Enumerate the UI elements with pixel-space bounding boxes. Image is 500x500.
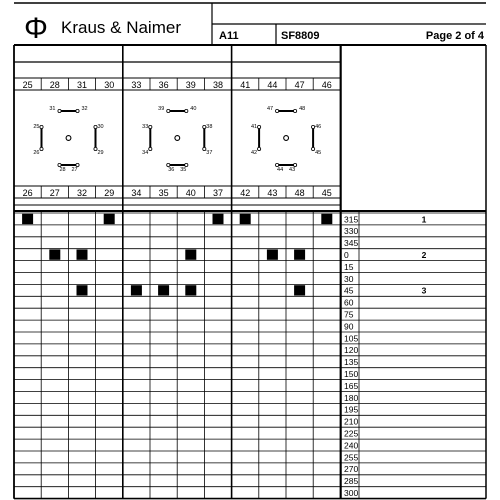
top-terminal-number: 47 xyxy=(294,80,305,90)
rotor-circle xyxy=(175,136,180,141)
angle-label: 15 xyxy=(344,261,354,272)
bottom-terminal-number: 26 xyxy=(22,188,33,198)
contact-group-diagram xyxy=(142,106,212,173)
angle-label: 150 xyxy=(344,369,359,379)
angle-label: 165 xyxy=(344,380,359,391)
contact-label: 39 xyxy=(158,106,165,112)
bottom-terminal-number: 43 xyxy=(267,188,278,198)
top-terminal-number: 38 xyxy=(212,80,224,90)
closed-contact-mark xyxy=(104,214,115,224)
angle-label: 45 xyxy=(344,285,354,296)
position-label: 1 xyxy=(421,214,427,225)
contact-label: 32 xyxy=(81,106,88,112)
terminal-dot xyxy=(149,125,152,128)
closed-contact-mark xyxy=(321,214,332,224)
angle-label: 60 xyxy=(344,297,354,308)
contact-group-diagram xyxy=(251,106,321,173)
contact-label: 47 xyxy=(266,106,274,112)
contact-label: 45 xyxy=(315,150,322,156)
contact-label: 31 xyxy=(49,106,56,112)
contact-label: 44 xyxy=(277,167,284,173)
contact-label: 35 xyxy=(180,167,187,173)
terminal-dot xyxy=(276,109,279,112)
angle-label: 285 xyxy=(344,476,359,487)
closed-contact-mark xyxy=(77,250,88,260)
contact-label: 48 xyxy=(299,106,306,112)
angle-label: 345 xyxy=(344,238,359,249)
contact-label: 40 xyxy=(190,106,197,112)
terminal-dot xyxy=(185,109,188,112)
contact-label: 43 xyxy=(289,167,296,173)
angle-label: 0 xyxy=(344,250,349,260)
top-terminal-number: 41 xyxy=(240,80,251,90)
angle-label: 255 xyxy=(344,452,359,463)
contact-label: 26 xyxy=(33,150,40,156)
bottom-terminal-number: 27 xyxy=(49,188,60,198)
top-terminal-number: 46 xyxy=(321,80,332,90)
bottom-terminal-number: 42 xyxy=(240,188,251,198)
bottom-terminal-number: 40 xyxy=(185,188,196,198)
angle-label: 210 xyxy=(344,416,359,427)
header xyxy=(24,12,485,45)
angle-column xyxy=(344,214,358,498)
contact-label: 37 xyxy=(206,150,213,156)
bottom-terminal-number: 48 xyxy=(294,188,305,198)
top-terminal-number: 30 xyxy=(104,80,115,90)
angle-label: 270 xyxy=(344,464,359,475)
contact-label: 42 xyxy=(250,150,258,156)
position-label: 3 xyxy=(421,285,427,296)
bottom-terminal-number: 29 xyxy=(104,188,115,198)
contact-label: 29 xyxy=(97,150,104,156)
angle-label: 315 xyxy=(344,214,359,225)
kraus-naimer-logo-icon: Φ xyxy=(24,12,48,45)
closed-contact-mark xyxy=(185,285,196,295)
part-number: SF8809 xyxy=(281,30,320,42)
top-terminal-number: 36 xyxy=(158,80,169,90)
top-terminal-number: 44 xyxy=(267,80,278,90)
closed-contact-mark xyxy=(22,214,33,224)
bottom-terminal-number: 45 xyxy=(321,188,332,198)
terminal-dot xyxy=(40,147,43,150)
terminal-dot xyxy=(258,147,261,150)
terminal-dot xyxy=(258,125,261,128)
position-labels xyxy=(422,214,427,295)
top-terminal-number: 31 xyxy=(76,80,88,90)
contact-label: 38 xyxy=(206,124,213,130)
angle-label: 135 xyxy=(344,357,359,368)
angle-label: 30 xyxy=(344,273,354,284)
contact-label: 36 xyxy=(168,167,175,173)
bottom-terminal-number: 34 xyxy=(131,188,142,198)
angle-label: 195 xyxy=(344,404,359,415)
top-terminal-number: 33 xyxy=(131,80,142,90)
angle-label: 330 xyxy=(344,226,359,237)
terminal-dot xyxy=(167,109,170,112)
angle-label: 120 xyxy=(344,345,359,356)
terminal-dot xyxy=(76,109,79,112)
terminal-dot xyxy=(294,109,297,112)
closed-contact-mark xyxy=(131,285,142,295)
closed-contact-mark xyxy=(294,285,305,295)
rotor-circle xyxy=(284,136,289,141)
closed-contact-mark xyxy=(294,250,305,260)
contact-label: 33 xyxy=(142,124,149,130)
contact-group-diagram xyxy=(33,106,103,173)
angle-label: 90 xyxy=(344,321,354,332)
bottom-terminal-number: 37 xyxy=(212,188,224,198)
closed-contact-mark xyxy=(213,214,224,224)
bottom-terminal-number: 35 xyxy=(158,188,169,198)
contact-diagrams xyxy=(33,106,321,173)
terminal-dot xyxy=(40,125,43,128)
bottom-terminal-number: 32 xyxy=(76,188,88,198)
contact-label: 25 xyxy=(33,124,40,130)
top-terminal-number: 28 xyxy=(49,80,60,90)
contact-label: 41 xyxy=(250,124,258,130)
closed-contact-mark xyxy=(240,214,251,224)
angle-label: 75 xyxy=(344,309,354,320)
brand-name: Kraus & Naimer xyxy=(61,18,181,37)
contact-label: 27 xyxy=(71,167,78,173)
rotor-circle xyxy=(66,136,71,141)
page-label: Page 2 of 4 xyxy=(425,30,484,42)
closed-contact-mark xyxy=(49,250,60,260)
angle-label: 105 xyxy=(344,333,359,344)
closed-contact-mark xyxy=(158,285,169,295)
contact-label: 34 xyxy=(142,150,149,156)
terminal-dot xyxy=(58,109,61,112)
top-terminal-number: 25 xyxy=(22,80,33,90)
contact-label: 28 xyxy=(59,167,66,173)
angle-label: 240 xyxy=(344,440,359,451)
angle-label: 180 xyxy=(344,392,359,403)
closed-contact-mark xyxy=(267,250,278,260)
angle-label: 225 xyxy=(344,428,359,439)
position-label: 2 xyxy=(421,250,427,260)
top-terminal-number: 39 xyxy=(185,80,196,90)
article-code: A11 xyxy=(219,30,239,42)
contact-label: 30 xyxy=(97,124,104,130)
angle-label: 300 xyxy=(344,488,359,498)
terminal-dot xyxy=(149,147,152,150)
closed-contact-mark xyxy=(77,285,88,295)
contact-label: 46 xyxy=(315,124,322,130)
closed-contact-mark xyxy=(185,250,196,260)
